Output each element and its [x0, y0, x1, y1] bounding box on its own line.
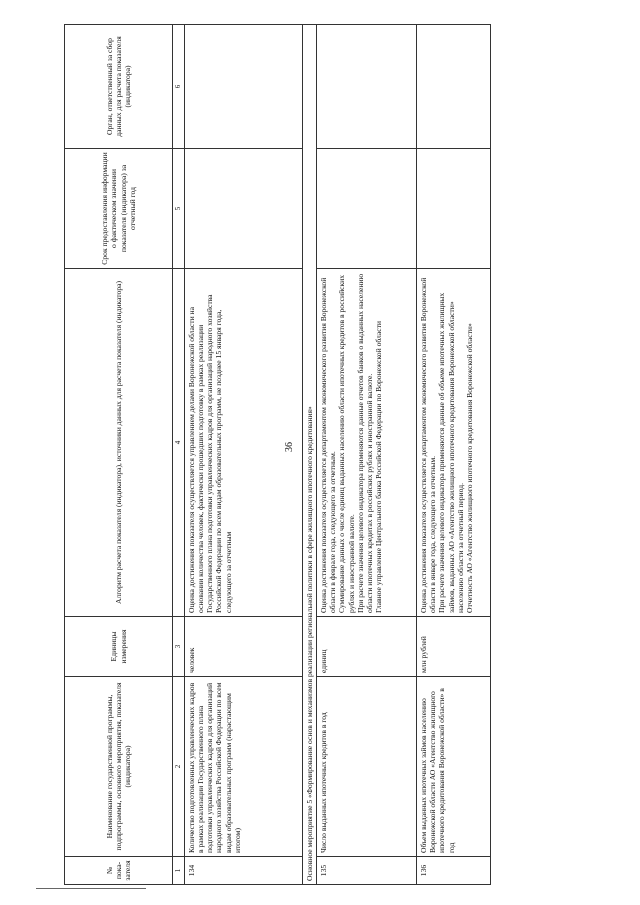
- row-number: 136: [416, 857, 490, 885]
- row-number: 135: [316, 857, 416, 885]
- header-organ: Орган, ответственный за сбор данных для расчета показателя (индикатора): [65, 25, 173, 149]
- table-row: [184, 25, 302, 885]
- algorithm-line: Главное управление Центрального банка Российской Федерации по Воронежской области: [374, 321, 384, 613]
- header-number: № пока-зателя: [65, 857, 173, 885]
- algorithm-line: Оценка достижения показателя осуществляется департаментом экономического развития Воронежской области в январе года, следующего за отчетным.: [418, 277, 438, 613]
- unit-cell: единиц: [316, 617, 416, 677]
- algorithm-line: При расчете значения целевого индикатора применяются данные отчетов банков о выданных населению области ипотечных кредитах в российских рублях и иностранной валюте.: [355, 273, 375, 613]
- algorithm-line: Отчетность АО «Агентство жилищного ипотечного кредитования Воронежской области»: [465, 323, 475, 613]
- term-cell: [416, 149, 490, 269]
- page-number: 36: [284, 442, 295, 452]
- indicator-name: Объем выданных ипотечных займов населению Воронежской области АО «Агентство жилищного ипотечного кредитования Воронежской области» в год: [416, 677, 490, 857]
- row-number: 134: [184, 857, 302, 885]
- organ-cell: [184, 25, 302, 149]
- section-row: [302, 25, 316, 885]
- index-cell: 3: [173, 617, 185, 677]
- section-title: Основное мероприятие 5 «Формирование основ и механизмов реализации региональной политики в сфере жилищного ипотечного кредитования»: [302, 25, 316, 885]
- index-cell: 6: [173, 25, 185, 149]
- unit-cell: млн рублей: [416, 617, 490, 677]
- algorithm-line: Оценка достижения показателя осуществляется управлением делами Воронежской области на основании количества человек, фактически прошедших подготовку в рамках реализации Государственного плана подготовки управленческих кадров для организаций народного хозяйства Российской Федерации по всем видам образовательных программ, не позднее 15 января года, следующего за отчетным: [186, 294, 233, 613]
- header-unit: Единицы измерения: [65, 617, 173, 677]
- term-cell: [184, 149, 302, 269]
- unit-cell: человек: [184, 617, 302, 677]
- table-row: [416, 25, 490, 885]
- algorithm-cell: [416, 269, 490, 617]
- algorithm-line: При расчете значения целевого индикатора применяются данные об объеме ипотечных жилищных займов, выданных АО «Агентство жилищного ипотечного кредитования Воронежской области» населению области за отчетный период.: [437, 292, 465, 613]
- indicator-name: Количество подготовленных управленческих кадров в рамках реализации Государственного плана подготовки управленческих кадров для организаций народного хозяйства Российской Федерации по всем видам образовательных программ (нарастающим итогом): [184, 677, 302, 857]
- algorithm-line: Оценка достижения показателя осуществляется департаментом экономического развития Воронежской области в феврале года, следующего за отчетным.: [318, 277, 338, 613]
- index-cell: 4: [173, 269, 185, 617]
- index-cell: 5: [173, 149, 185, 269]
- header-term: Срок предоставления информации о фактическом значении показателя (индикатора) за отчетный год: [65, 149, 173, 269]
- header-name: Наименование государственной программы, подпрограммы, основного мероприятия, показателя (индикатора): [65, 677, 173, 857]
- rotated-table-wrapper: [64, 25, 475, 885]
- indicators-table: [64, 24, 491, 885]
- header-row: [65, 25, 173, 885]
- algorithm-cell: [316, 269, 416, 617]
- footer-rule: [36, 888, 146, 889]
- index-cell: 1: [173, 857, 185, 885]
- header-algorithm: Алгоритм расчета показателя (индикатора), источники данных для расчета показателя (индикатора): [65, 269, 173, 617]
- term-cell: [316, 149, 416, 269]
- index-cell: 2: [173, 677, 185, 857]
- organ-cell: [316, 25, 416, 149]
- indicator-name: Число выданных ипотечных кредитов в год: [316, 677, 416, 857]
- algorithm-cell: [184, 269, 302, 617]
- organ-cell: [416, 25, 490, 149]
- column-index-row: [173, 25, 185, 885]
- table-row: [316, 25, 416, 885]
- algorithm-line: Суммирование данных о числе единиц выданных населению области ипотечных кредитов в российских рублях и иностранной валюте.: [337, 274, 356, 613]
